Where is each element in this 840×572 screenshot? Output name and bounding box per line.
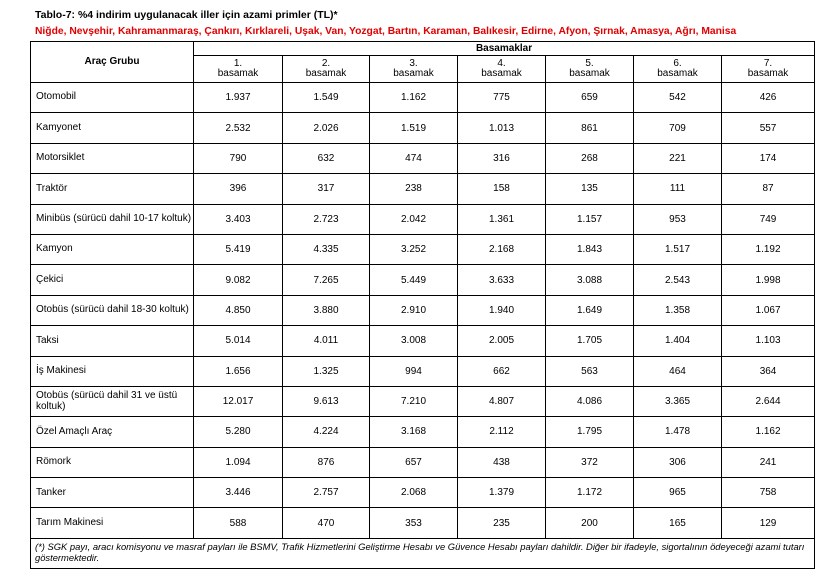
premium-cell: 758 bbox=[722, 478, 815, 508]
premium-cell: 470 bbox=[283, 508, 370, 538]
province-list: Niğde, Nevşehir, Kahramanmaraş, Çankırı, Kırklareli, Uşak, Van, Yozgat, Bartın, Karaman, Balıkesir, Edirne, Afyon, Şırnak, Amasya, Ağrı, Manisa bbox=[35, 26, 737, 37]
premium-cell: 317 bbox=[283, 174, 370, 204]
premium-cell: 4.807 bbox=[458, 386, 546, 416]
premium-cell: 9.613 bbox=[283, 386, 370, 416]
vehicle-group-cell: Tarım Makinesi bbox=[31, 508, 194, 538]
premium-cell: 1.519 bbox=[370, 113, 458, 143]
premium-cell: 632 bbox=[283, 143, 370, 173]
premium-cell: 474 bbox=[370, 143, 458, 173]
premium-cell: 438 bbox=[458, 447, 546, 477]
column-header-steps: Basamaklar bbox=[194, 42, 815, 56]
premium-cell: 1.379 bbox=[458, 478, 546, 508]
premium-cell: 662 bbox=[458, 356, 546, 386]
premium-cell: 129 bbox=[722, 508, 815, 538]
footnote: (*) SGK payı, aracı komisyonu ve masraf payları ile BSMV, Trafik Hizmetlerini Geliştirme Hesabı ve Güvence Hesabı payları dahildir. Diğer bir ifadeyle, sigortalının ödeyeceği azami tutarı göstermektedir. bbox=[31, 538, 815, 568]
premium-cell: 5.014 bbox=[194, 326, 283, 356]
premium-cell: 9.082 bbox=[194, 265, 283, 295]
premium-cell: 3.633 bbox=[458, 265, 546, 295]
vehicle-group-cell: İş Makinesi bbox=[31, 356, 194, 386]
premium-cell: 396 bbox=[194, 174, 283, 204]
premium-cell: 3.365 bbox=[634, 386, 722, 416]
premium-cell: 1.940 bbox=[458, 295, 546, 325]
premium-cell: 775 bbox=[458, 83, 546, 113]
premium-cell: 165 bbox=[634, 508, 722, 538]
table-row bbox=[31, 356, 815, 386]
premium-cell: 235 bbox=[458, 508, 546, 538]
premium-cell: 135 bbox=[546, 174, 634, 204]
premium-cell: 3.252 bbox=[370, 234, 458, 264]
premium-cell: 588 bbox=[194, 508, 283, 538]
premium-cell: 5.419 bbox=[194, 234, 283, 264]
premium-cell: 316 bbox=[458, 143, 546, 173]
premium-cell: 861 bbox=[546, 113, 634, 143]
premium-cell: 7.265 bbox=[283, 265, 370, 295]
premium-cell: 953 bbox=[634, 204, 722, 234]
vehicle-group-cell: Motorsiklet bbox=[31, 143, 194, 173]
premium-cell: 268 bbox=[546, 143, 634, 173]
premium-cell: 2.723 bbox=[283, 204, 370, 234]
premium-cell: 4.011 bbox=[283, 326, 370, 356]
premium-cell: 1.998 bbox=[722, 265, 815, 295]
premium-cell: 2.644 bbox=[722, 386, 815, 416]
premium-cell: 5.280 bbox=[194, 417, 283, 447]
table-row bbox=[31, 143, 815, 173]
premium-cell: 1.705 bbox=[546, 326, 634, 356]
premium-cell: 2.532 bbox=[194, 113, 283, 143]
vehicle-group-cell: Traktör bbox=[31, 174, 194, 204]
premium-cell: 1.795 bbox=[546, 417, 634, 447]
premium-cell: 238 bbox=[370, 174, 458, 204]
premium-cell: 2.757 bbox=[283, 478, 370, 508]
premium-cell: 1.404 bbox=[634, 326, 722, 356]
table-row bbox=[31, 478, 815, 508]
premium-cell: 4.850 bbox=[194, 295, 283, 325]
premium-cell: 2.543 bbox=[634, 265, 722, 295]
vehicle-group-cell: Römork bbox=[31, 447, 194, 477]
premium-cell: 87 bbox=[722, 174, 815, 204]
step-header: 4. basamak bbox=[458, 56, 546, 83]
premium-cell: 3.403 bbox=[194, 204, 283, 234]
vehicle-group-cell: Taksi bbox=[31, 326, 194, 356]
premium-cell: 174 bbox=[722, 143, 815, 173]
premium-cell: 1.103 bbox=[722, 326, 815, 356]
premium-cell: 965 bbox=[634, 478, 722, 508]
premium-cell: 1.013 bbox=[458, 113, 546, 143]
premium-cell: 306 bbox=[634, 447, 722, 477]
premium-cell: 1.067 bbox=[722, 295, 815, 325]
premium-cell: 3.008 bbox=[370, 326, 458, 356]
premium-cell: 2.168 bbox=[458, 234, 546, 264]
table-row bbox=[31, 204, 815, 234]
premium-cell: 372 bbox=[546, 447, 634, 477]
step-header: 1. basamak bbox=[194, 56, 283, 83]
table-row bbox=[31, 295, 815, 325]
vehicle-group-cell: Otobüs (sürücü dahil 31 ve üstü koltuk) bbox=[31, 386, 194, 416]
premium-cell: 2.112 bbox=[458, 417, 546, 447]
table-row bbox=[31, 265, 815, 295]
premium-cell: 4.086 bbox=[546, 386, 634, 416]
premium-cell: 1.517 bbox=[634, 234, 722, 264]
premium-cell: 5.449 bbox=[370, 265, 458, 295]
premium-cell: 659 bbox=[546, 83, 634, 113]
premium-cell: 464 bbox=[634, 356, 722, 386]
premium-cell: 241 bbox=[722, 447, 815, 477]
premium-cell: 1.478 bbox=[634, 417, 722, 447]
premium-cell: 1.094 bbox=[194, 447, 283, 477]
premium-cell: 1.656 bbox=[194, 356, 283, 386]
premium-cell: 3.446 bbox=[194, 478, 283, 508]
step-header: 3. basamak bbox=[370, 56, 458, 83]
premium-cell: 7.210 bbox=[370, 386, 458, 416]
premium-cell: 3.168 bbox=[370, 417, 458, 447]
vehicle-group-cell: Çekici bbox=[31, 265, 194, 295]
premium-cell: 4.335 bbox=[283, 234, 370, 264]
table-row bbox=[31, 417, 815, 447]
table-row bbox=[31, 174, 815, 204]
premium-cell: 1.162 bbox=[370, 83, 458, 113]
step-header: 6. basamak bbox=[634, 56, 722, 83]
premium-cell: 2.042 bbox=[370, 204, 458, 234]
premium-cell: 563 bbox=[546, 356, 634, 386]
vehicle-group-cell: Minibüs (sürücü dahil 10-17 koltuk) bbox=[31, 204, 194, 234]
premium-cell: 1.937 bbox=[194, 83, 283, 113]
premium-table bbox=[30, 41, 815, 569]
premium-cell: 790 bbox=[194, 143, 283, 173]
premium-cell: 3.088 bbox=[546, 265, 634, 295]
vehicle-group-cell: Tanker bbox=[31, 478, 194, 508]
vehicle-group-cell: Özel Amaçlı Araç bbox=[31, 417, 194, 447]
premium-cell: 3.880 bbox=[283, 295, 370, 325]
vehicle-group-cell: Kamyon bbox=[31, 234, 194, 264]
vehicle-group-cell: Kamyonet bbox=[31, 113, 194, 143]
table-row bbox=[31, 113, 815, 143]
table-title: Tablo-7: %4 indirim uygulanacak iller için azami primler (TL)* bbox=[35, 9, 338, 21]
premium-cell: 12.017 bbox=[194, 386, 283, 416]
premium-cell: 2.068 bbox=[370, 478, 458, 508]
table-row bbox=[31, 326, 815, 356]
premium-cell: 2.005 bbox=[458, 326, 546, 356]
vehicle-group-cell: Otomobil bbox=[31, 83, 194, 113]
premium-cell: 158 bbox=[458, 174, 546, 204]
premium-cell: 111 bbox=[634, 174, 722, 204]
premium-cell: 542 bbox=[634, 83, 722, 113]
premium-cell: 2.910 bbox=[370, 295, 458, 325]
premium-cell: 994 bbox=[370, 356, 458, 386]
vehicle-group-cell: Otobüs (sürücü dahil 18-30 koltuk) bbox=[31, 295, 194, 325]
column-header-vehicle-group: Araç Grubu bbox=[31, 42, 194, 83]
premium-cell: 1.325 bbox=[283, 356, 370, 386]
table-row bbox=[31, 447, 815, 477]
premium-cell: 364 bbox=[722, 356, 815, 386]
premium-cell: 1.358 bbox=[634, 295, 722, 325]
step-header: 2. basamak bbox=[283, 56, 370, 83]
premium-cell: 2.026 bbox=[283, 113, 370, 143]
premium-cell: 200 bbox=[546, 508, 634, 538]
premium-cell: 1.843 bbox=[546, 234, 634, 264]
premium-cell: 1.157 bbox=[546, 204, 634, 234]
premium-cell: 4.224 bbox=[283, 417, 370, 447]
premium-cell: 1.162 bbox=[722, 417, 815, 447]
premium-cell: 221 bbox=[634, 143, 722, 173]
premium-cell: 1.192 bbox=[722, 234, 815, 264]
premium-cell: 749 bbox=[722, 204, 815, 234]
premium-cell: 1.649 bbox=[546, 295, 634, 325]
premium-cell: 1.549 bbox=[283, 83, 370, 113]
premium-cell: 353 bbox=[370, 508, 458, 538]
table-row bbox=[31, 234, 815, 264]
table-row bbox=[31, 386, 815, 416]
premium-cell: 876 bbox=[283, 447, 370, 477]
step-header: 7. basamak bbox=[722, 56, 815, 83]
table-row bbox=[31, 83, 815, 113]
premium-cell: 709 bbox=[634, 113, 722, 143]
step-header: 5. basamak bbox=[546, 56, 634, 83]
premium-cell: 426 bbox=[722, 83, 815, 113]
premium-cell: 557 bbox=[722, 113, 815, 143]
table-row bbox=[31, 508, 815, 538]
premium-cell: 1.172 bbox=[546, 478, 634, 508]
premium-cell: 1.361 bbox=[458, 204, 546, 234]
premium-cell: 657 bbox=[370, 447, 458, 477]
